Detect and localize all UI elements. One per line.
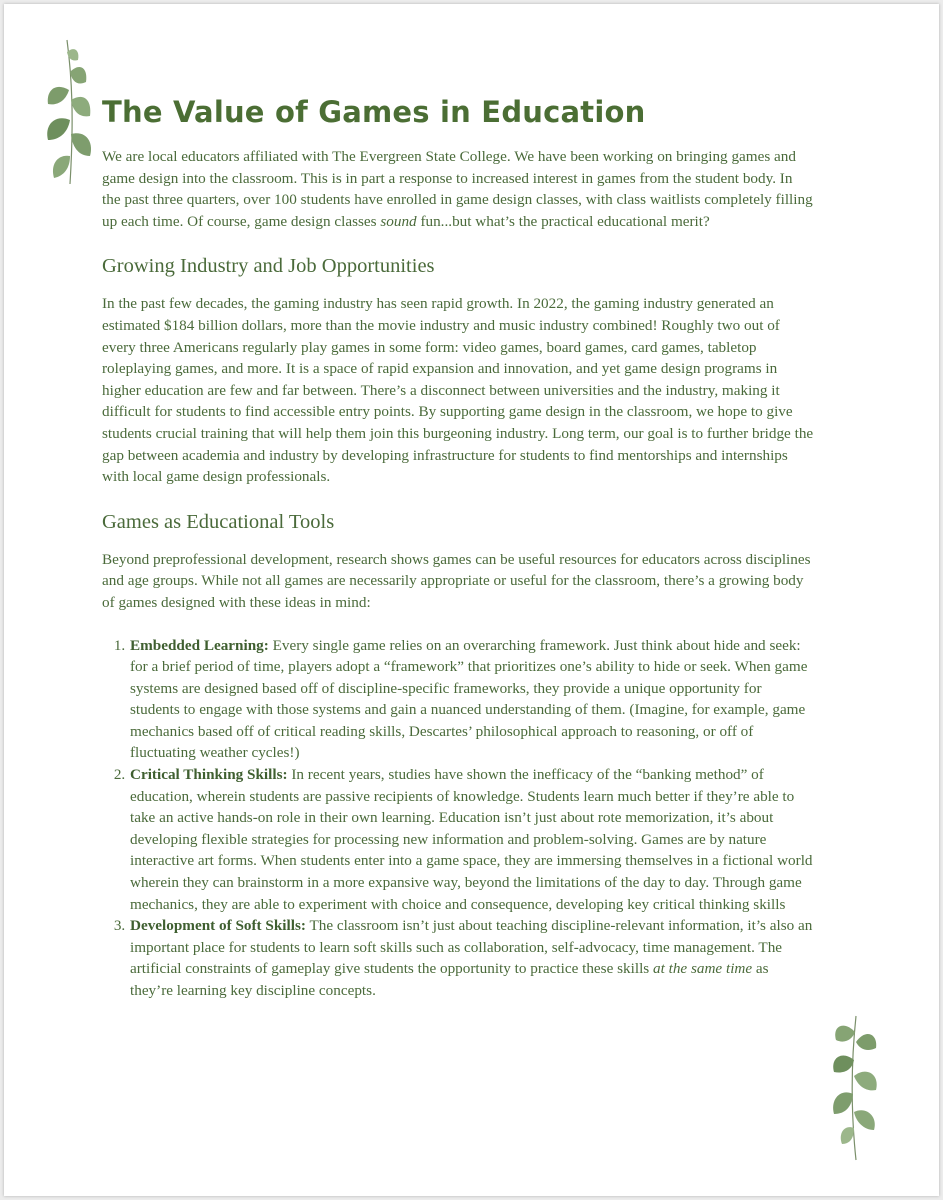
list-item-emphasis: at the same time [653,960,753,978]
list-item-text: The classroom isn’t just about teaching discipline-relevant information, it’s also an important place for students to learn soft skills such as collaboration, self-advocacy, time management. The artificial constraints of gameplay give students the opportunity to practice these skills [130,917,813,978]
intro-text: We are local educators affiliated with The Evergreen State College. We have been working on bringing games and game design into the classroom. This is in part a response to increased interest in games from the student body. In the past three quarters, over 100 students have enrolled in game design classes, with class waitlists completely filling up each time. Of course, game design classes [102,148,813,230]
intro-emphasis: sound [380,212,417,230]
list-item-text-end: as they’re learning key discipline concepts. [130,960,769,999]
section-heading-industry: Growing Industry and Job Opportunities [102,255,435,278]
page-title: The Value of Games in Education [102,95,646,129]
list-item [129,764,814,915]
list-item-label: Development of Soft Skills: [130,917,306,935]
leaf-sprig-icon [34,38,96,188]
intro-paragraph [102,146,814,232]
list-item-text: Every single game relies on an overarching framework. Just think about hide and seek: for a brief period of time, players adopt a “framework” that prioritizes one’s ability to hide or seek. When game systems are designed based off of discipline-specific frameworks, they provide a unique opportunity for students to engage with those systems and gain a nuanced understanding of them. (Imagine, for example, game mechanics based off of critical reading skills, Descartes’ philosophical approach to reasoning, or off of fluctuating weather cycles!) [130,636,808,762]
leaf-sprig-icon [826,1014,888,1164]
section-paragraph-educational-tools: Beyond preprofessional development, research shows games can be useful resources for educators across disciplines and age groups. While not all games are necessarily appropriate or useful for the classroom, there’s a growing body of games designed with these ideas in mind: [102,550,811,611]
document-page [4,4,939,1196]
section-heading-educational-tools: Games as Educational Tools [102,510,335,533]
list-item [129,915,814,1001]
intro-text-end: fun...but what’s the practical educational merit? [416,212,710,230]
list-item-label: Critical Thinking Skills: [130,766,288,784]
list-item-text: In recent years, studies have shown the inefficacy of the “banking method” of education, wherein students are passive recipients of knowledge. Students learn much better if they’re able to take an active hands-on role in their own learning. Education isn’t just about rote memorization, it’s about developing flexible strategies for processing new information and problem-solving. Games are by nature interactive art forms. When students enter into a game space, they are immersing themselves in a fictional world wherein they can brainstorm in a more expansive way, beyond the limitations of the day to day. Through game mechanics, they are able to experiment with choice and consequence, developing key critical thinking skills [130,766,813,913]
list-item-label: Embedded Learning: [130,636,269,654]
document-body [102,92,814,1002]
list-item [129,635,814,765]
benefits-list [102,635,814,1002]
section-paragraph-industry: In the past few decades, the gaming industry has seen rapid growth. In 2022, the gaming industry generated an estimated $184 billion dollars, more than the movie industry and music industry combined! Roughly two out of every three Americans regularly play games in some form: video games, board games, card games, tabletop roleplaying games, and more. It is a space of rapid expansion and innovation, and yet game design programs in higher education are few and far between. There’s a disconnect between universities and the industry, making it difficult for students to find accessible entry points. By supporting game design in the classroom, we hope to give students crucial training that will help them join this burgeoning industry. Long term, our goal is to further bridge the gap between academia and industry by developing infrastructure for students to find mentorships and internships with local game design professionals. [102,295,814,486]
